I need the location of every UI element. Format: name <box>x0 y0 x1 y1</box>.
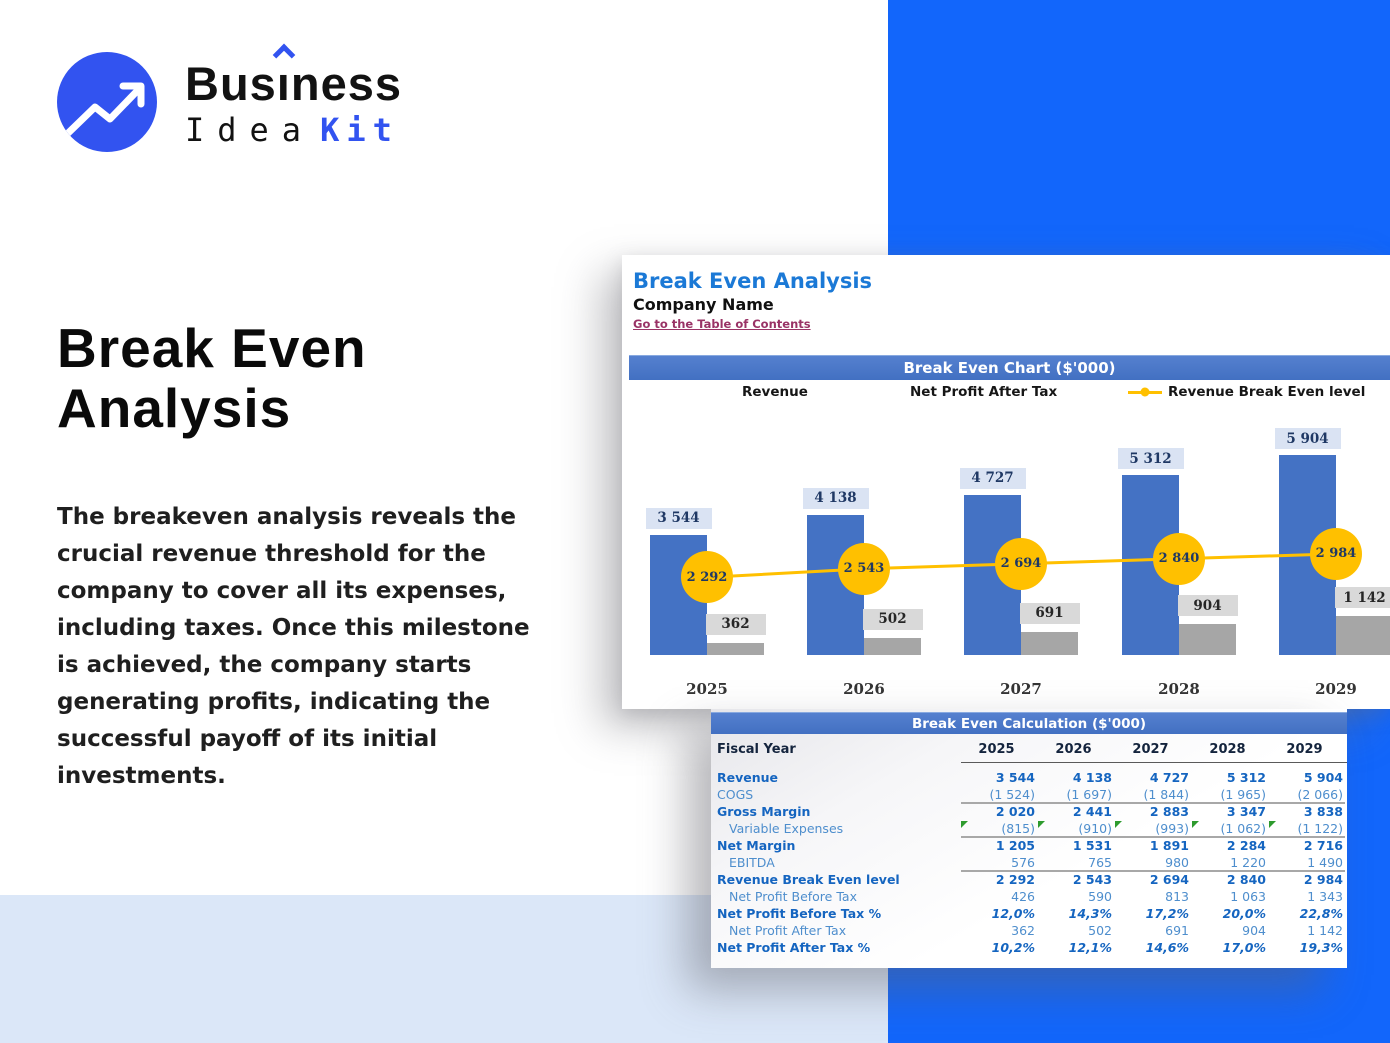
revenue-value-label: 4 727 <box>960 468 1026 489</box>
cell-value: 813 <box>1165 889 1189 904</box>
cell-value: 904 <box>1242 923 1266 938</box>
row-label: EBITDA <box>729 855 775 870</box>
table-row <box>711 922 1347 939</box>
fiscal-year-column-header: 2028 <box>1209 742 1246 757</box>
cell-value: 765 <box>1088 855 1112 870</box>
table-rows <box>711 769 1347 956</box>
cell-value: 2 543 <box>1072 872 1112 887</box>
cell-value: (815) <box>1001 821 1035 836</box>
breakeven-chart-plot <box>622 255 1390 709</box>
cell-value: 2 292 <box>995 872 1035 887</box>
row-label: Net Margin <box>717 838 796 853</box>
cell-value: 502 <box>1088 923 1112 938</box>
revenue-value-label: 5 904 <box>1275 428 1341 449</box>
cell-value: (2 066) <box>1297 787 1343 802</box>
fiscal-year-column-header: 2025 <box>978 742 1015 757</box>
cell-value: 691 <box>1165 923 1189 938</box>
row-label: Variable Expenses <box>729 821 844 836</box>
cell-value: 2 984 <box>1303 872 1343 887</box>
cell-value: 576 <box>1011 855 1035 870</box>
fiscal-year-underline <box>961 762 1347 763</box>
year-label: 2027 <box>1000 680 1042 698</box>
revenue-value-label: 5 312 <box>1118 448 1184 469</box>
revenue-value-label: 4 138 <box>803 488 869 509</box>
cell-value: 10,2% <box>991 940 1035 955</box>
cell-value: 1 205 <box>995 838 1035 853</box>
breakeven-point: 2 984 <box>1310 528 1362 580</box>
cell-value: 2 716 <box>1303 838 1343 853</box>
table-row <box>711 786 1347 803</box>
cell-value: 1 891 <box>1149 838 1189 853</box>
page-title: Break Even Analysis <box>57 317 367 439</box>
logo-circle <box>57 52 157 152</box>
cell-value: 1 490 <box>1307 855 1343 870</box>
cell-value: 1 063 <box>1230 889 1266 904</box>
revenue-value-label: 3 544 <box>646 508 712 529</box>
cell-value: 4 138 <box>1072 770 1112 785</box>
cell-value: 3 838 <box>1303 804 1343 819</box>
table-row <box>711 871 1347 888</box>
growth-arrow-icon <box>57 52 157 152</box>
fiscal-year-column-header: 2027 <box>1132 742 1169 757</box>
logo-business-text: Busı ness <box>185 60 402 107</box>
net-profit-value-label: 362 <box>706 614 766 635</box>
table-row <box>711 769 1347 786</box>
table-row <box>711 939 1347 956</box>
cell-value: 1 142 <box>1307 923 1343 938</box>
row-label: Net Profit After Tax <box>729 923 847 938</box>
fiscal-year-row <box>711 741 1347 760</box>
cell-value: (1 844) <box>1143 787 1189 802</box>
table-row <box>711 803 1347 820</box>
cell-value: (1 524) <box>989 787 1035 802</box>
cell-value: 14,6% <box>1145 940 1189 955</box>
breakeven-point: 2 840 <box>1153 533 1205 585</box>
cell-value: 2 883 <box>1149 804 1189 819</box>
table-row <box>711 888 1347 905</box>
cell-value: 22,8% <box>1299 906 1343 921</box>
breakeven-point: 2 694 <box>995 538 1047 590</box>
fiscal-year-column-header: 2026 <box>1055 742 1092 757</box>
row-label: Revenue Break Even level <box>717 872 900 887</box>
cell-value: 362 <box>1011 923 1035 938</box>
cell-value: 590 <box>1088 889 1112 904</box>
breakeven-point: 2 292 <box>681 551 733 603</box>
comment-indicator-icon <box>1115 821 1122 828</box>
cell-value: 4 727 <box>1149 770 1189 785</box>
table-row <box>711 854 1347 871</box>
table-row <box>711 820 1347 837</box>
cell-value: 2 694 <box>1149 872 1189 887</box>
cell-value: 3 347 <box>1226 804 1266 819</box>
comment-indicator-icon <box>1269 821 1276 828</box>
row-label: Net Profit Before Tax % <box>717 906 882 921</box>
cell-value: 1 343 <box>1307 889 1343 904</box>
cell-value: (910) <box>1078 821 1112 836</box>
row-label: Net Profit After Tax % <box>717 940 871 955</box>
net-profit-value-label: 904 <box>1178 595 1238 616</box>
cell-value: 14,3% <box>1068 906 1112 921</box>
cell-value: 980 <box>1165 855 1189 870</box>
breakeven-point: 2 543 <box>838 543 890 595</box>
chart-header-bar: Break Even Chart ($'000) <box>629 355 1390 380</box>
row-label: Gross Margin <box>717 804 811 819</box>
cell-value: 5 904 <box>1303 770 1343 785</box>
sheet-title: Break Even Analysis <box>633 269 873 293</box>
cell-value: 2 441 <box>1072 804 1112 819</box>
net-profit-value-label: 502 <box>863 609 923 630</box>
table-of-contents-link[interactable]: Go to the Table of Contents <box>633 317 811 331</box>
table-header-bar: Break Even Calculation ($'000) <box>711 712 1347 734</box>
row-label: COGS <box>717 787 754 802</box>
cell-value: 1 531 <box>1072 838 1112 853</box>
net-profit-value-label: 1 142 <box>1335 587 1390 608</box>
cell-value: (1 122) <box>1297 821 1343 836</box>
cell-value: (1 965) <box>1220 787 1266 802</box>
legend-item-revenue: Revenue <box>710 384 808 400</box>
year-label: 2025 <box>686 680 728 698</box>
comment-indicator-icon <box>961 821 968 828</box>
legend-item-breakeven: Revenue Break Even level <box>1128 384 1365 400</box>
logo-ideakit-text: Idea Kit <box>185 111 399 149</box>
cell-value: 20,0% <box>1222 906 1266 921</box>
legend-item-net-profit: Net Profit After Tax <box>878 384 1057 400</box>
net-profit-value-label: 691 <box>1020 603 1080 624</box>
year-label: 2028 <box>1158 680 1200 698</box>
row-label: Net Profit Before Tax <box>729 889 857 904</box>
cell-value: (1 697) <box>1066 787 1112 802</box>
cell-value: (993) <box>1155 821 1189 836</box>
cell-value: 12,1% <box>1068 940 1112 955</box>
table-row <box>711 905 1347 922</box>
cell-value: 2 840 <box>1226 872 1266 887</box>
year-label: 2029 <box>1315 680 1357 698</box>
cell-value: 5 312 <box>1226 770 1266 785</box>
brand-logo <box>57 52 402 152</box>
logo-wordmark <box>185 52 402 148</box>
spreadsheet-table-panel <box>711 709 1347 968</box>
cell-value: (1 062) <box>1220 821 1266 836</box>
comment-indicator-icon <box>1038 821 1045 828</box>
fiscal-year-label: Fiscal Year <box>717 742 796 757</box>
cell-value: 12,0% <box>991 906 1035 921</box>
cell-value: 3 544 <box>995 770 1035 785</box>
table-row <box>711 837 1347 854</box>
fiscal-year-column-header: 2029 <box>1286 742 1323 757</box>
cell-value: 19,3% <box>1299 940 1343 955</box>
row-label: Revenue <box>717 770 779 785</box>
cell-value: 2 020 <box>995 804 1035 819</box>
page-description: The breakeven analysis reveals the crucial revenue threshold for the company to cover all its expenses, including taxes. Once this milestone is achieved, the company starts generating profits, indicating the successful payoff of its initial investments. <box>57 504 530 789</box>
spreadsheet-chart-panel <box>622 255 1390 709</box>
year-label: 2026 <box>843 680 885 698</box>
cell-value: 2 284 <box>1226 838 1266 853</box>
cell-value: 1 220 <box>1230 855 1266 870</box>
breakeven-line <box>622 255 1390 709</box>
cell-value: 17,2% <box>1145 906 1189 921</box>
comment-indicator-icon <box>1192 821 1199 828</box>
sheet-company-name: Company Name <box>633 295 774 314</box>
cell-value: 17,0% <box>1222 940 1266 955</box>
cell-value: 426 <box>1011 889 1035 904</box>
